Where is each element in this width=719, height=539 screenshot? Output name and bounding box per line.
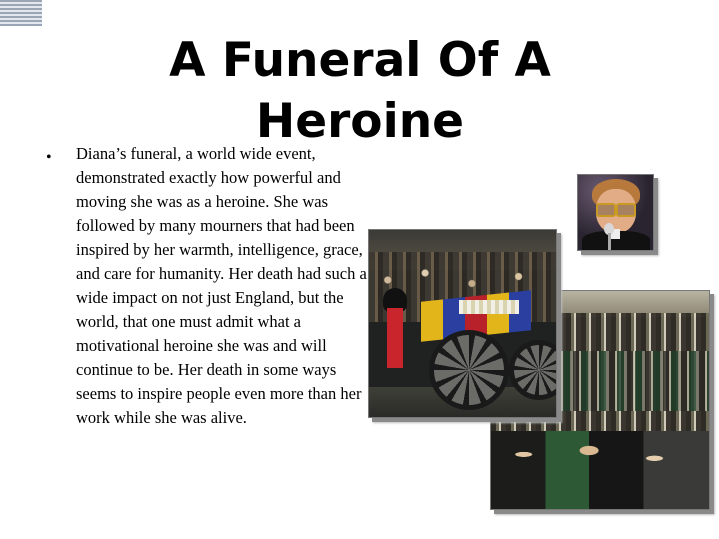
corner-decoration [0,0,42,26]
bullet-marker: • [46,149,52,166]
slide-title: A Funeral Of A Heroine [169,33,551,149]
bullet-text: Diana’s funeral, a world wide event, demonstrated exactly how powerful and moving she was as a heroine. She was followed by many mourners that had been inspired by her warmth, intelligence, grace, and care for humanity. Her death had such a wide impact on not just England, but the world, that one must admit what a motivational heroine she was and will continue to be. Her death in some ways seems to inspire people even more than her work while she was alive. [76,144,367,427]
singer-portrait-photo [577,174,654,251]
funeral-procession-photo [368,229,557,418]
